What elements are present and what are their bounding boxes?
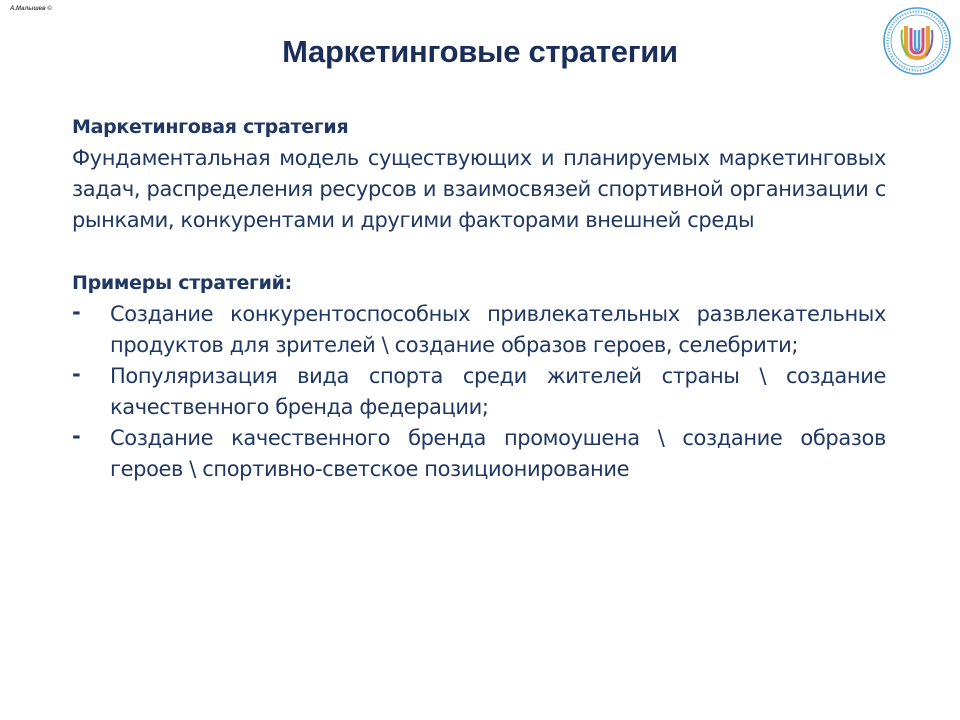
bullet-dash: -: [72, 424, 81, 448]
list-item-text: Создание конкурентоспособных привлекательных развлекательных продуктов для зрителей \ создание образов героев, селебрити;: [110, 302, 886, 357]
examples-heading: Примеры стратегий:: [72, 272, 292, 294]
author-credit: А.Малышев ©: [10, 6, 52, 12]
list-item-text: Создание качественного бренда промоушена \ создание образов героев \ спортивно-светское позиционирование: [110, 426, 886, 481]
bullet-dash: -: [72, 362, 81, 386]
definition-heading: Маркетинговая стратегия: [72, 116, 349, 138]
section-spacer: [72, 236, 886, 268]
bullet-dash: -: [72, 300, 81, 324]
slide-content: [72, 112, 886, 485]
definition-text: Фундаментальная модель существующих и планируемых маркетинговых задач, распределения ресурсов и взаимосвязей спортивной организации с рынками, конкурентами и другими факторами внешней среды: [72, 146, 886, 232]
examples-list: [72, 299, 886, 485]
list-item: [72, 361, 886, 423]
list-item: [72, 299, 886, 361]
list-item-text: Популяризация вида спорта среди жителей страны \ создание качественного бренда федерации;: [110, 364, 886, 419]
list-item: [72, 423, 886, 485]
slide-title: Маркетинговые стратегии: [282, 34, 678, 69]
